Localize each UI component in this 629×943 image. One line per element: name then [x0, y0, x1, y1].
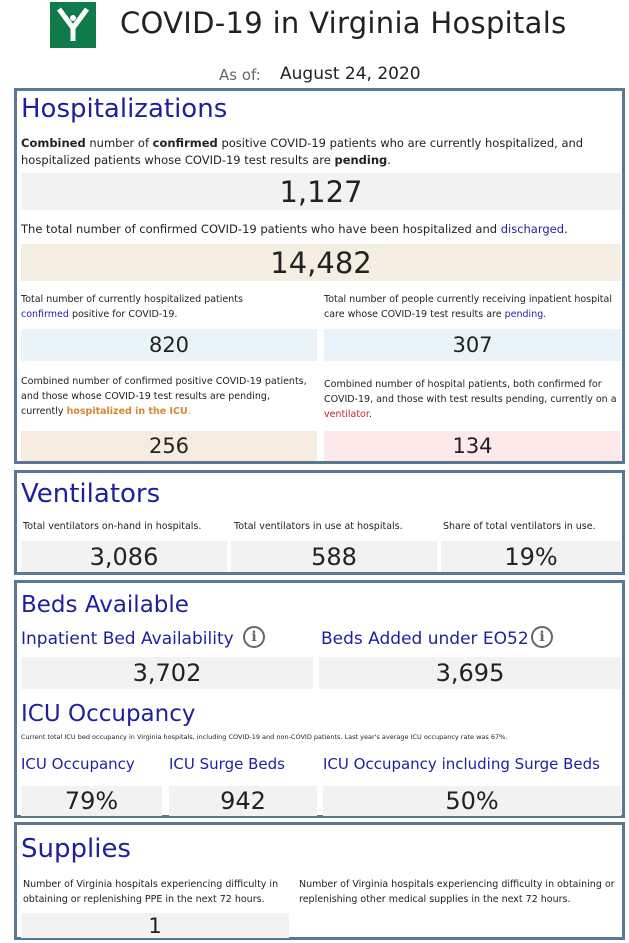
currently-hospitalized-value: 1,127 — [21, 173, 621, 210]
as-of-label: As of: — [219, 66, 261, 84]
beds-added-label: Beds Added under EO52 — [321, 629, 529, 649]
vent-onhand-label: Total ventilators on-hand in hospitals. — [23, 521, 202, 532]
vent-onhand-value: 3,086 — [21, 541, 227, 572]
beds-added-info-icon[interactable]: i — [531, 626, 553, 648]
beds-available-title: Beds Available — [21, 592, 189, 618]
icu-surge-occupancy-label: ICU Occupancy including Surge Beds — [323, 755, 600, 773]
supplies-title: Supplies — [21, 834, 131, 864]
ventilator-patients-value: 134 — [324, 431, 621, 461]
page-title: COVID-19 in Virginia Hospitals — [120, 6, 567, 40]
hospitalizations-panel — [14, 88, 625, 464]
pending-description: Total number of people currently receiving inpatient hospital care whose COVID-19 test results are pending. — [324, 294, 612, 320]
inpatient-bed-value: 3,702 — [21, 657, 313, 689]
other-supplies-label: Number of Virginia hospitals experiencing difficulty in obtaining or replenishing other medical supplies in the next 72 hours. — [299, 879, 615, 905]
beds-added-value: 3,695 — [319, 657, 621, 689]
inpatient-bed-label: Inpatient Bed Availability — [21, 629, 234, 649]
discharged-description: The total number of confirmed COVID-19 patients who have been hospitalized and discharged. — [21, 222, 568, 236]
confirmed-value: 820 — [21, 329, 317, 361]
icu-occupancy-note: Current total ICU bed occupancy in Virginia hospitals, including COVID-19 and non-COVID patients. Last year's average ICU occupancy rate was 67%. — [21, 733, 508, 741]
discharged-value: 14,482 — [21, 244, 621, 281]
ventilators-panel — [14, 470, 625, 575]
ppe-label: Number of Virginia hospitals experiencing difficulty in obtaining or replenishing PPE in the next 72 hours. — [23, 879, 279, 905]
vent-inuse-label: Total ventilators in use at hospitals. — [234, 521, 403, 532]
confirmed-description: Total number of currently hospitalized patients confirmed positive for COVID-19. — [21, 294, 243, 320]
as-of-date: August 24, 2020 — [280, 64, 421, 84]
icu-surge-value: 942 — [169, 786, 317, 816]
ppe-value: 1 — [21, 913, 289, 938]
icu-occupancy-value: 79% — [21, 786, 162, 816]
supplies-panel — [14, 822, 625, 940]
logo-v-icon — [56, 6, 90, 44]
ventilator-description: Combined number of hospital patients, both confirmed for COVID-19, and those with test results pending, currently on a ventilator. — [324, 379, 617, 420]
beds-available-panel — [14, 580, 625, 818]
icu-description: Combined number of confirmed positive COVID-19 patients, and those whose COVID-19 test results are pending, currently hospitalized in the ICU. — [21, 376, 307, 417]
pending-value: 307 — [324, 329, 621, 361]
icu-surge-occupancy-value: 50% — [323, 786, 621, 816]
vent-share-label: Share of total ventilators in use. — [443, 521, 596, 532]
icu-surge-label: ICU Surge Beds — [169, 755, 285, 773]
hospitalized-description: Combined number of confirmed positive COVID-19 patients who are currently hospitalized, and hospitalized patients whose COVID-19 test results are pending. — [21, 136, 584, 167]
hospitalizations-title: Hospitalizations — [21, 94, 228, 124]
icu-occupancy-label: ICU Occupancy — [21, 755, 135, 773]
inpatient-info-icon[interactable]: i — [243, 626, 265, 648]
ventilators-title: Ventilators — [21, 479, 161, 509]
icu-occupancy-title: ICU Occupancy — [21, 701, 196, 727]
vent-share-value: 19% — [441, 541, 621, 572]
vhha-logo — [50, 2, 96, 48]
icu-value: 256 — [21, 431, 317, 461]
vent-inuse-value: 588 — [231, 541, 437, 572]
